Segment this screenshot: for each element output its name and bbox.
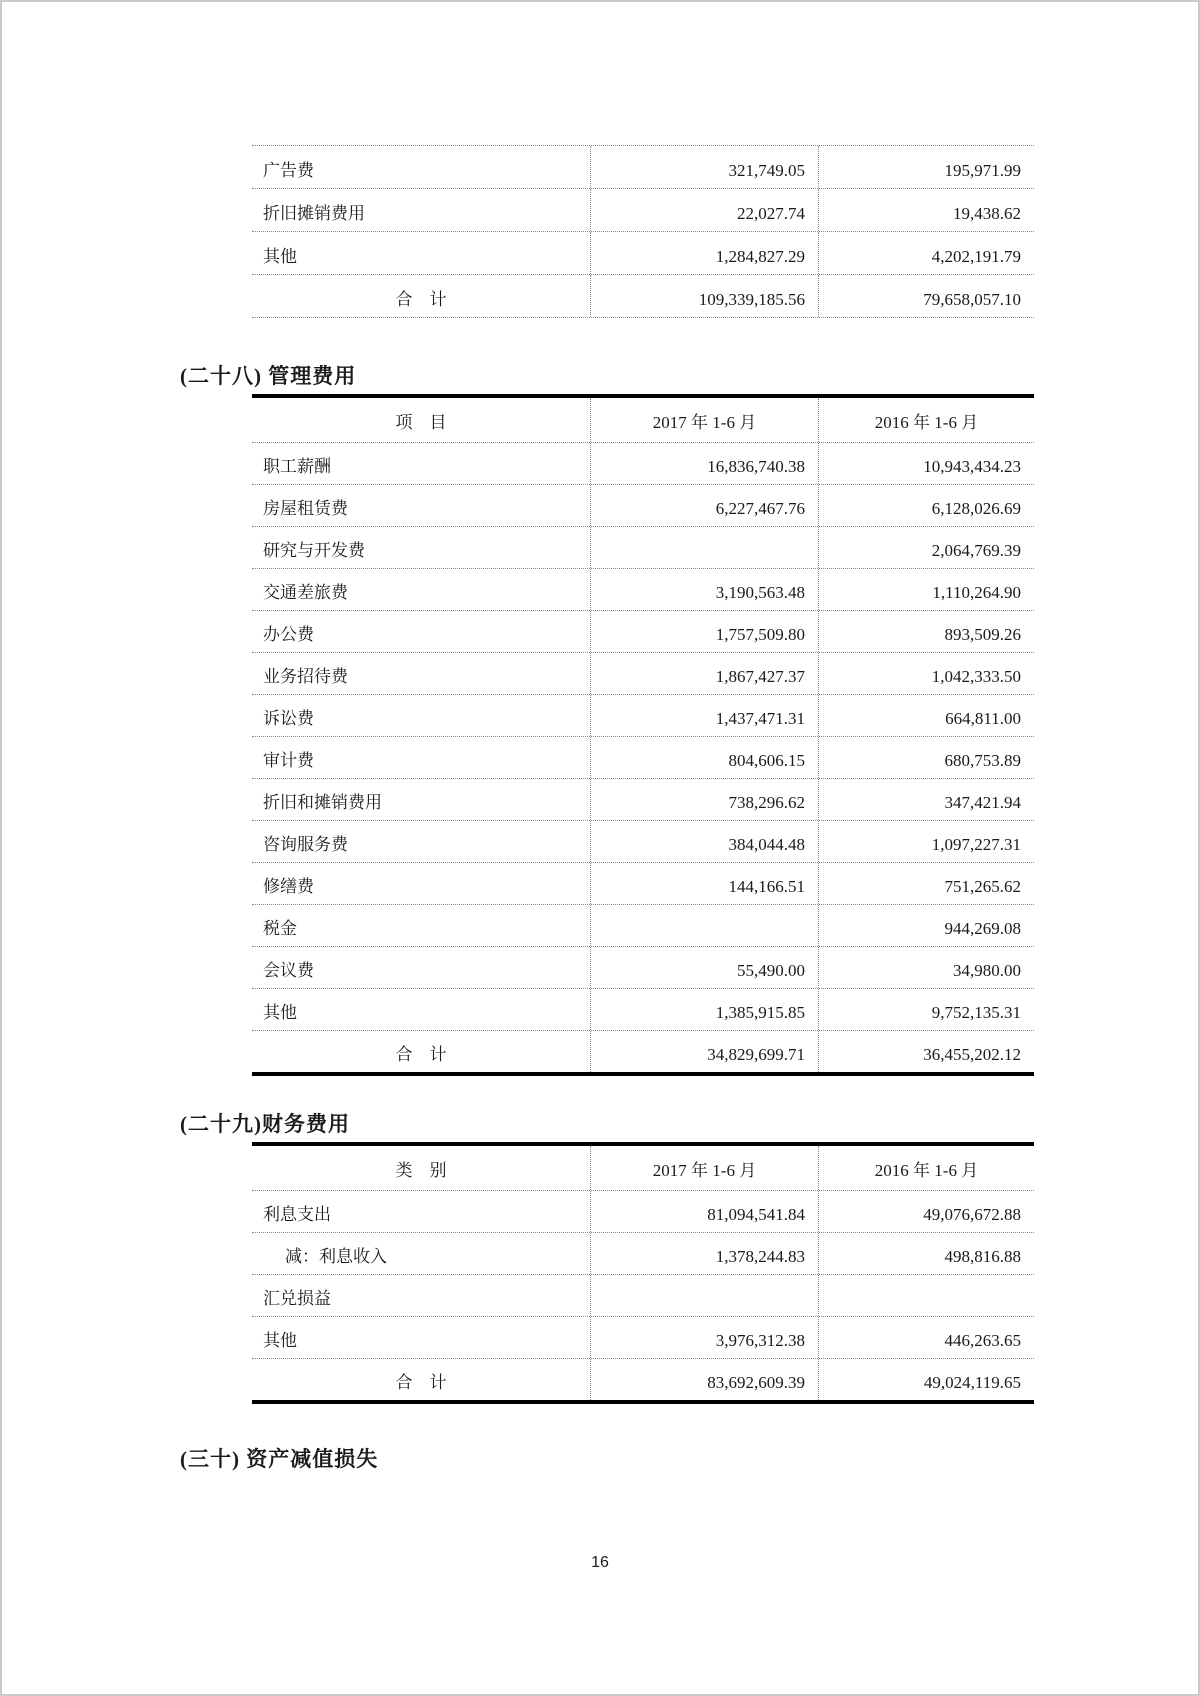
table-row	[252, 821, 1034, 863]
value-2017: 1,284,827.29	[591, 232, 819, 274]
row-label: 修缮费	[252, 863, 591, 904]
table-row	[252, 146, 1034, 189]
row-label: 研究与开发费	[252, 527, 591, 568]
table-row	[252, 611, 1034, 653]
row-label: 咨询服务费	[252, 821, 591, 862]
total-label: 合 计	[252, 1359, 591, 1400]
value-2017: 144,166.51	[591, 863, 819, 904]
table-row	[252, 189, 1034, 232]
total-label: 合 计	[252, 275, 591, 317]
table-row	[252, 232, 1034, 275]
value-2016: 498,816.88	[944, 1247, 1021, 1266]
value-2017: 3,976,312.38	[591, 1317, 819, 1358]
value-2016: 34,980.00	[953, 961, 1021, 980]
value-2016	[819, 1275, 1034, 1316]
row-label: 折旧摊销费用	[252, 189, 591, 231]
row-label: 业务招待费	[252, 653, 591, 694]
value-2017: 1,378,244.83	[591, 1233, 819, 1274]
value-2017: 738,296.62	[591, 779, 819, 820]
value-2017: 804,606.15	[591, 737, 819, 778]
value-2017: 6,227,467.76	[591, 485, 819, 526]
admin-expenses-table	[252, 394, 1034, 1076]
value-2016: 1,042,333.50	[931, 667, 1021, 686]
table-row	[252, 989, 1034, 1031]
row-label: 税金	[252, 905, 591, 946]
table-row	[252, 947, 1034, 989]
value-2017	[591, 905, 819, 946]
table-row	[252, 695, 1034, 737]
value-2016: 19,438.62	[953, 204, 1021, 223]
row-label: 职工薪酬	[252, 443, 591, 484]
row-label: 其他	[252, 1317, 591, 1358]
table-row	[252, 779, 1034, 821]
table-row	[252, 737, 1034, 779]
total-label: 合 计	[252, 1031, 591, 1072]
table-row	[252, 863, 1034, 905]
value-2016: 944,269.08	[944, 919, 1021, 938]
table-row	[252, 1317, 1034, 1359]
value-2016: 49,024,119.65	[923, 1373, 1021, 1392]
page-number: 16	[591, 1554, 609, 1571]
selling-expenses-table-continued	[252, 145, 1034, 318]
value-2017: 81,094,541.84	[591, 1191, 819, 1232]
row-label: 房屋租赁费	[252, 485, 591, 526]
value-2017: 1,385,915.85	[591, 989, 819, 1030]
row-label: 减：利息收入	[252, 1233, 591, 1274]
table-row	[252, 443, 1034, 485]
column-header-2016: 2016 年 1-6 月	[874, 1161, 979, 1180]
section-heading-asset-impairment: (三十) 资产减值损失	[180, 1447, 379, 1471]
section-heading-finance-expenses: (二十九)财务费用	[180, 1112, 350, 1136]
table-header-row	[252, 398, 1034, 443]
value-2016: 1,110,264.90	[932, 583, 1021, 602]
value-2017: 1,757,509.80	[591, 611, 819, 652]
value-2016: 195,971.99	[944, 161, 1021, 180]
table-row	[252, 653, 1034, 695]
value-2016: 49,076,672.88	[923, 1205, 1021, 1224]
value-2016: 751,265.62	[944, 877, 1021, 896]
row-label: 会议费	[252, 947, 591, 988]
table-row	[252, 485, 1034, 527]
table-row	[252, 527, 1034, 569]
finance-expenses-table	[252, 1142, 1034, 1404]
table-row	[252, 905, 1034, 947]
column-header-item: 项 目	[252, 398, 591, 442]
table-row	[252, 569, 1034, 611]
value-2017	[591, 527, 819, 568]
value-2017	[591, 1275, 819, 1316]
value-2016: 347,421.94	[944, 793, 1021, 812]
value-2016: 893,509.26	[944, 625, 1021, 644]
value-2016: 6,128,026.69	[931, 499, 1021, 518]
value-2017: 55,490.00	[591, 947, 819, 988]
value-2017: 1,437,471.31	[591, 695, 819, 736]
section-heading-admin-expenses: (二十八) 管理费用	[180, 364, 357, 388]
total-row	[252, 1031, 1034, 1072]
value-2016: 9,752,135.31	[931, 1003, 1021, 1022]
value-2017: 34,829,699.71	[591, 1031, 819, 1072]
value-2016: 664,811.00	[945, 709, 1021, 728]
value-2016: 680,753.89	[944, 751, 1021, 770]
value-2016: 79,658,057.10	[923, 290, 1021, 309]
value-2017: 16,836,740.38	[591, 443, 819, 484]
row-label: 其他	[252, 232, 591, 274]
column-header-2017: 2017 年 1-6 月	[591, 398, 819, 442]
row-label: 交通差旅费	[252, 569, 591, 610]
value-2017: 109,339,185.56	[591, 275, 819, 317]
value-2016: 4,202,191.79	[931, 247, 1021, 266]
value-2017: 83,692,609.39	[591, 1359, 819, 1400]
value-2016: 10,943,434.23	[923, 457, 1021, 476]
value-2016: 36,455,202.12	[923, 1045, 1021, 1064]
value-2017: 1,867,427.37	[591, 653, 819, 694]
row-label: 利息支出	[252, 1191, 591, 1232]
row-label: 诉讼费	[252, 695, 591, 736]
row-label: 审计费	[252, 737, 591, 778]
value-2017: 22,027.74	[591, 189, 819, 231]
value-2016: 446,263.65	[944, 1331, 1021, 1350]
value-2017: 3,190,563.48	[591, 569, 819, 610]
column-header-2016: 2016 年 1-6 月	[874, 413, 979, 432]
row-label: 广告费	[252, 146, 591, 188]
column-header-category: 类 别	[252, 1146, 591, 1190]
total-row	[252, 275, 1034, 318]
row-label: 其他	[252, 989, 591, 1030]
row-label: 汇兑损益	[252, 1275, 591, 1316]
column-header-2017: 2017 年 1-6 月	[591, 1146, 819, 1190]
value-2017: 321,749.05	[591, 146, 819, 188]
row-label: 折旧和摊销费用	[252, 779, 591, 820]
total-row	[252, 1359, 1034, 1400]
table-row	[252, 1191, 1034, 1233]
table-header-row	[252, 1146, 1034, 1191]
value-2016: 1,097,227.31	[931, 835, 1021, 854]
row-label: 办公费	[252, 611, 591, 652]
value-2017: 384,044.48	[591, 821, 819, 862]
table-row	[252, 1275, 1034, 1317]
table-row	[252, 1233, 1034, 1275]
value-2016: 2,064,769.39	[931, 541, 1021, 560]
